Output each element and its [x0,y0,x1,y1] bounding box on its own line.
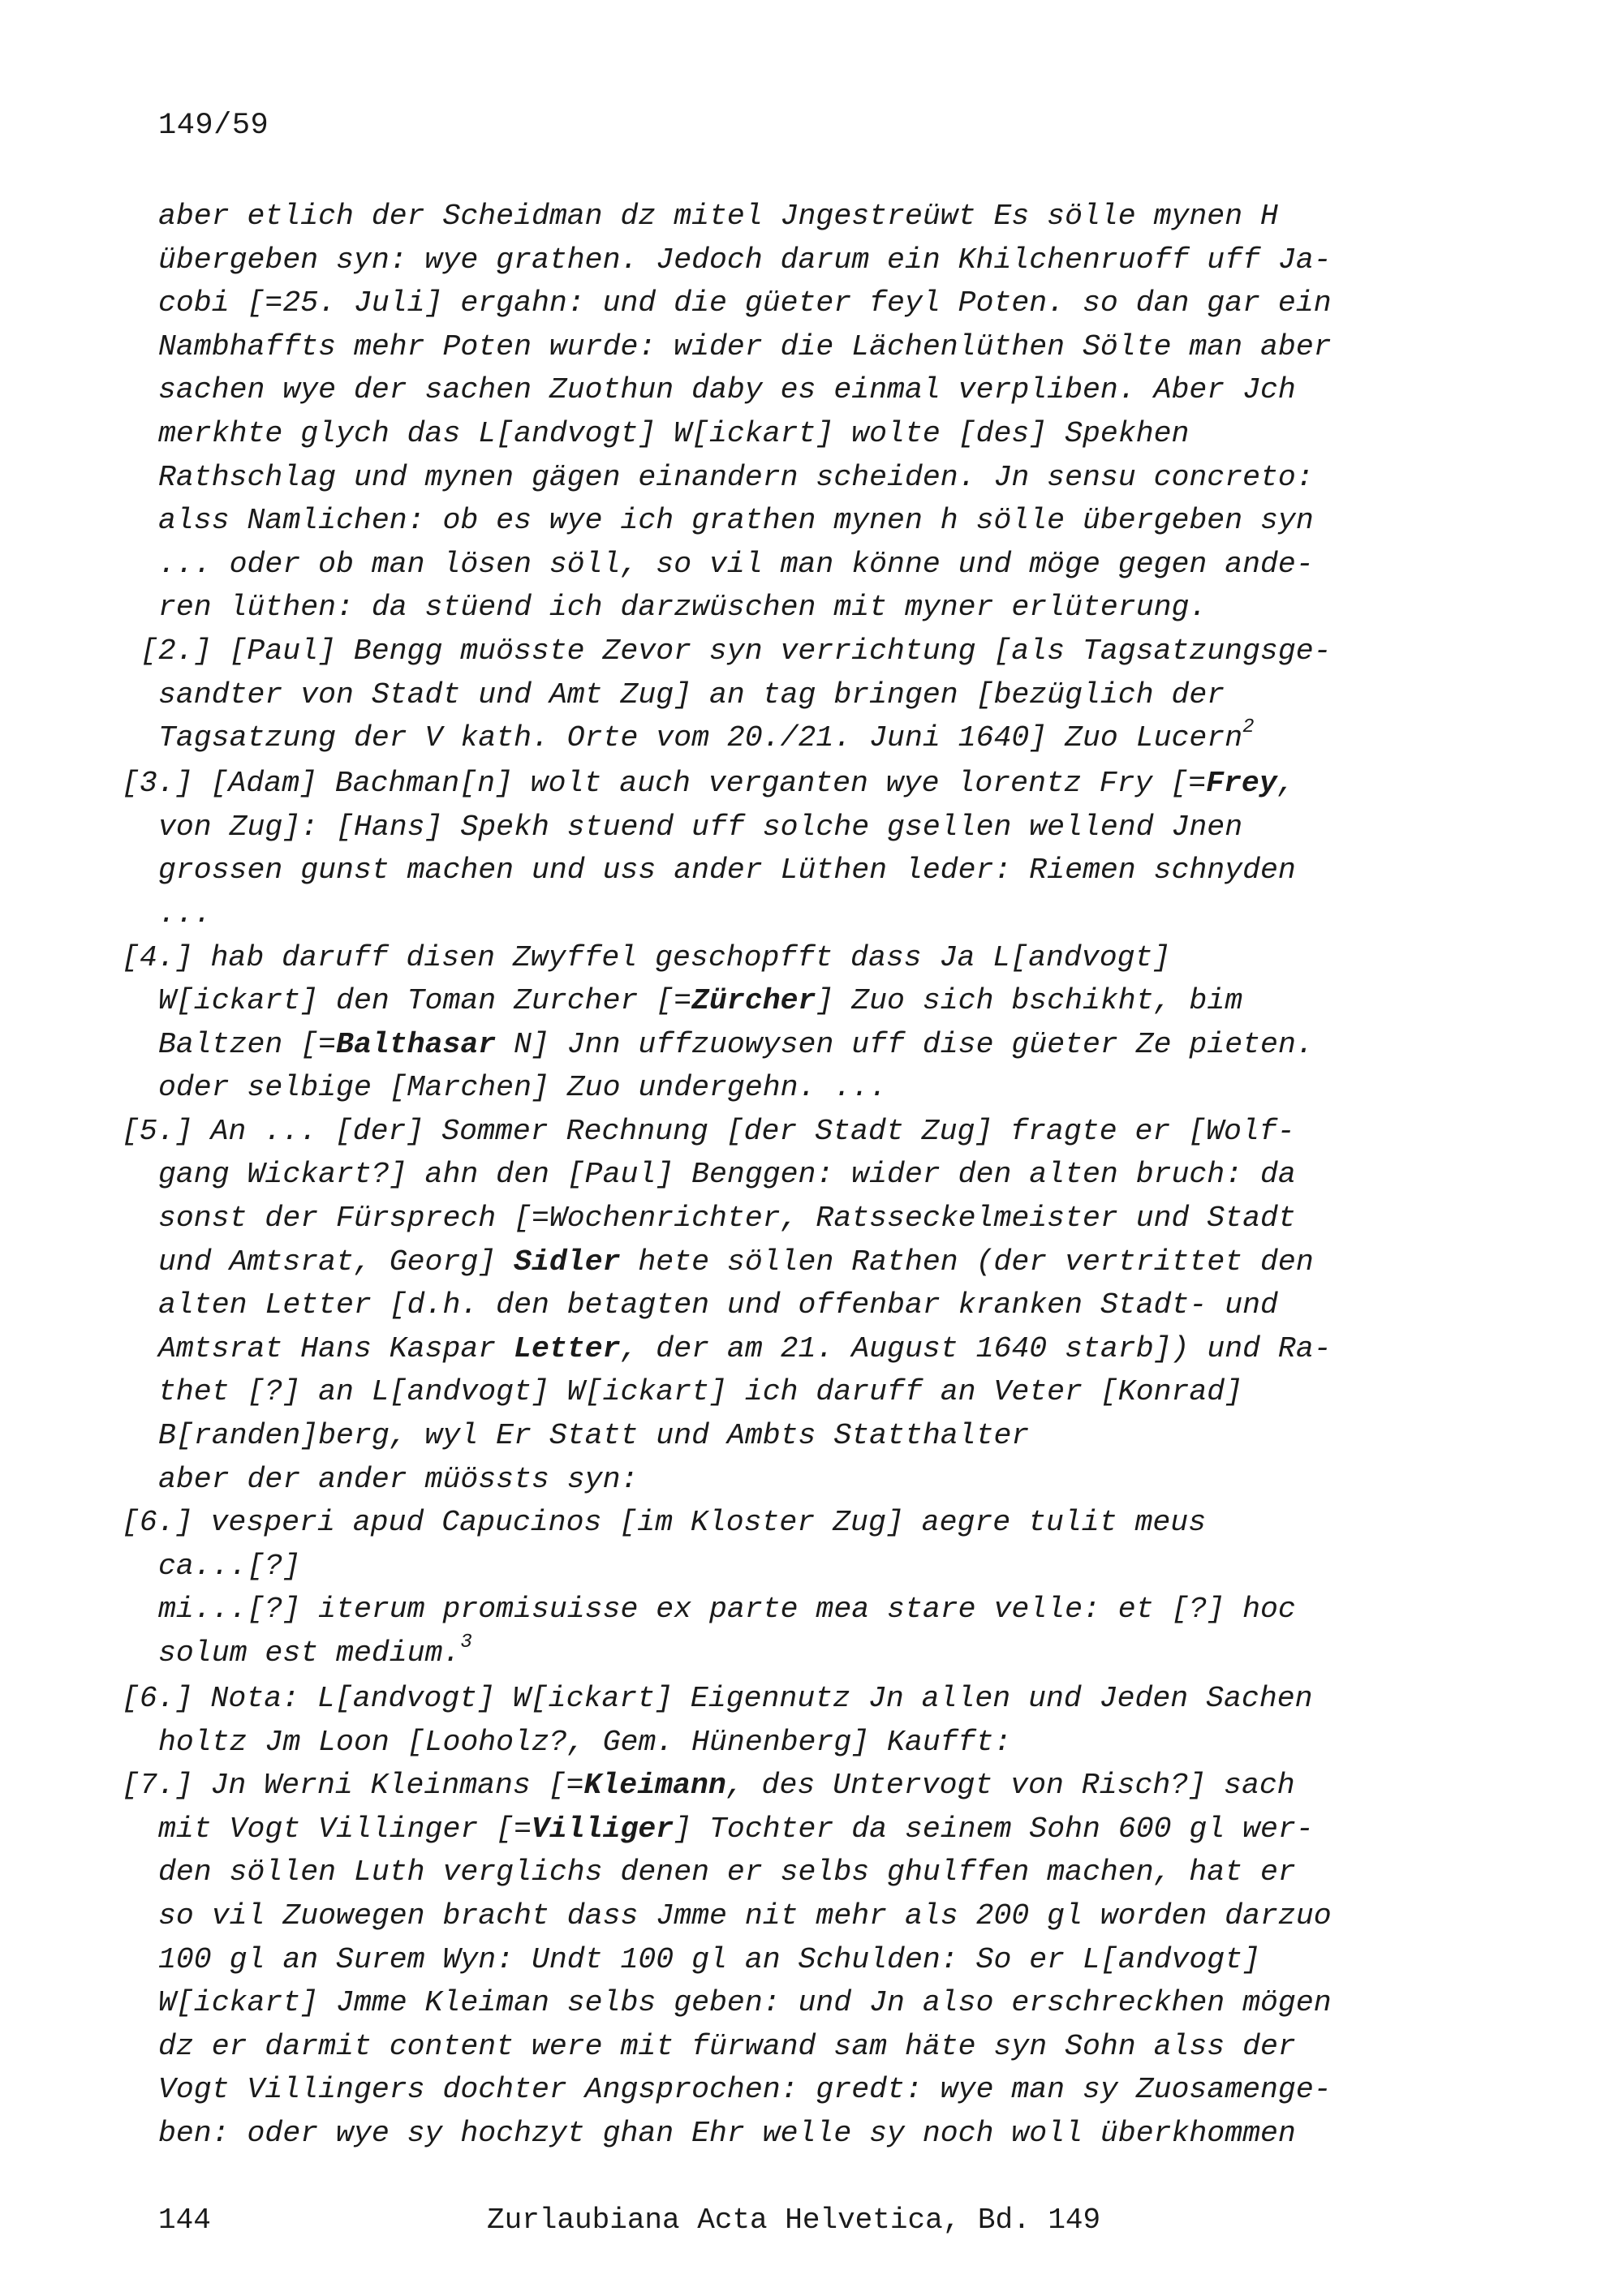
text-line [158,1240,1424,1284]
text-line: gang Wickart?] ahn den [Paul] Benggen: wider den alten bruch: da [158,1158,1296,1192]
name-emphasis: Balthasar [336,1027,497,1061]
text-segment: Amtsrat Hans Kaspar [158,1331,514,1365]
text-line: dz er darmit content were mit fürwand sam häte syn Sohn alss der [158,2029,1296,2063]
text-segment: , des Untervogt von Risch?] sach [725,1769,1295,1803]
text-line: den söllen Luth verglichs denen er selbs ghulffen machen, hat er [158,1855,1296,1890]
name-emphasis: Villiger [531,1812,674,1846]
text-line: aber der ander müössts syn: [158,1462,639,1496]
text-segment: ] Zuo sich bschikht, bim [816,984,1243,1018]
text-line: ... oder ob man lösen söll, so vil man könne und möge gegen ande- [158,547,1314,581]
text-line: cobi [=25. Juli] ergahn: und die güeter feyl Poten. so dan gar ein [158,286,1332,320]
text-line: grossen gunst machen und uss ander Lüthen leder: Riemen schnyden [158,853,1296,888]
text-line: sandter von Stadt und Amt Zug] an tag bringen [bezüglich der [158,677,1225,712]
text-segment: Baltzen [= [158,1027,337,1061]
entry-line [122,762,1424,806]
footnote-ref: 2 [1242,716,1255,738]
text-line: aber etlich der Scheidman dz mitel Jngestreüwt Es sölle mynen H [158,200,1278,233]
text-line [158,716,1424,762]
text-line: ben: oder wye sy hochzyt ghan Ehr welle sy noch woll überkhommen [158,2116,1296,2150]
text-segment: W[ickart] den Toman Zurcher [= [158,984,692,1018]
name-emphasis: Kleimann [583,1769,726,1803]
text-line: 100 gl an Surem Wyn: Undt 100 gl an Schulden: So er L[andvogt] [158,1942,1261,1976]
text-line [158,1023,1424,1067]
entry-line: [2.] [Paul] Bengg muösste Zevor syn verrichtung [als Tagsatzungsge- [140,634,1332,668]
text-segment: [7.] Jn Werni Kleinmans [= [122,1769,584,1803]
text-line [158,1632,1424,1677]
text-segment: hete söllen Rathen (der vertrittet den [620,1245,1314,1279]
transcription-body [122,195,1424,2156]
text-line [158,1808,1424,1851]
text-line: von Zug]: [Hans] Spekh stuend uff solche gsellen wellend Jnen [158,810,1243,844]
text-line: merkhte glych das L[andvogt] W[ickart] wolte [des] Spekhen [158,416,1190,450]
entry-line: [6.] vesperi apud Capucinos [im Kloster Zug] aegre tulit meus [122,1506,1207,1540]
text-line: übergeben syn: wye grathen. Jedoch darum ein Khilchenruoff uff Ja- [158,243,1332,277]
text-line: alten Letter [d.h. den betagten und offenbar kranken Stadt- und [158,1288,1278,1322]
journal-title: Zurlaubiana Acta Helvetica, Bd. 149 [487,2204,1101,2237]
text-segment: [3.] [Adam] Bachman[n] wolt auch verganten wye lorentz Fry [= [122,767,1207,801]
page-number: 144 [158,2204,211,2237]
text-line: holtz Jm Loon [Looholz?, Gem. Hünenberg] Kaufft: [158,1725,1012,1759]
entry-line: [6.] Nota: L[andvogt] W[ickart] Eigennutz Jn allen und Jeden Sachen [122,1682,1313,1715]
text-segment: , [1276,767,1295,801]
text-line [158,979,1424,1023]
name-emphasis: Sidler [514,1245,621,1279]
name-emphasis: Letter [514,1331,621,1365]
entry-line: [5.] An ... [der] Sommer Rechnung [der Stadt Zug] fragte er [Wolf- [122,1114,1295,1148]
text-line: sachen wye der sachen Zuothun daby es einmal verpliben. Aber Jch [158,373,1296,407]
text-line: sonst der Fürsprech [=Wochenrichter, Ratsseckelmeister und Stadt [158,1202,1296,1236]
text-segment: N] Jnn uffzuowysen uff dise güeter Ze pieten. [496,1027,1314,1061]
text-line: mi...[?] iterum promisuisse ex parte mea stare velle: et [?] hoc [158,1593,1296,1627]
name-emphasis: Frey [1206,767,1277,801]
text-line [158,1327,1424,1371]
text-line: ... [158,896,212,931]
text-line: W[ickart] Jmme Kleiman selbs geben: und Jn also erschreckhen mögen [158,1986,1332,2020]
text-segment: und Amtsrat, Georg] [158,1245,514,1279]
text-segment: solum est medium. [158,1636,461,1670]
text-line: Nambhaffts mehr Poten wurde: wider die Lächenlüthen Sölte man aber [158,329,1332,363]
entry-line [122,1764,1424,1808]
text-segment: Tagsatzung der V kath. Orte vom 20./21. Juni 1640] Zuo Lucern [158,721,1243,755]
name-emphasis: Zürcher [691,984,816,1018]
text-line: thet [?] an L[andvogt] W[ickart] ich daruff an Veter [Konrad] [158,1375,1243,1409]
text-line: Rathschlag und mynen gägen einandern scheiden. Jn sensu concreto: [158,460,1314,494]
page-folio: 149/59 [158,109,269,143]
entry-line: [4.] hab daruff disen Zwyffel geschopfft dass Ja L[andvogt] [122,940,1171,974]
footnote-ref: 3 [460,1631,472,1653]
text-line: so vil Zuowegen bracht dass Jmme nit mehr als 200 gl worden darzuo [158,1898,1332,1933]
text-line: oder selbige [Marchen] Zuo undergehn. ... [158,1071,888,1105]
text-segment: , der am 21. August 1640 starb]) und Ra- [620,1331,1332,1365]
text-line: alss Namlichen: ob es wye ich grathen mynen h sölle übergeben syn [158,504,1314,538]
text-segment: mit Vogt Villinger [= [158,1812,532,1846]
text-line: ca...[?] [158,1549,301,1583]
text-line: ren lüthen: da stüend ich darzwüschen mit myner erlüterung. [158,591,1208,625]
text-segment: ] Tochter da seinem Sohn 600 gl wer- [674,1812,1314,1846]
text-line: B[randen]berg, wyl Er Statt und Ambts Statthalter [158,1419,1030,1453]
text-line: Vogt Villingers dochter Angsprochen: gredt: wye man sy Zuosamenge- [158,2073,1332,2107]
